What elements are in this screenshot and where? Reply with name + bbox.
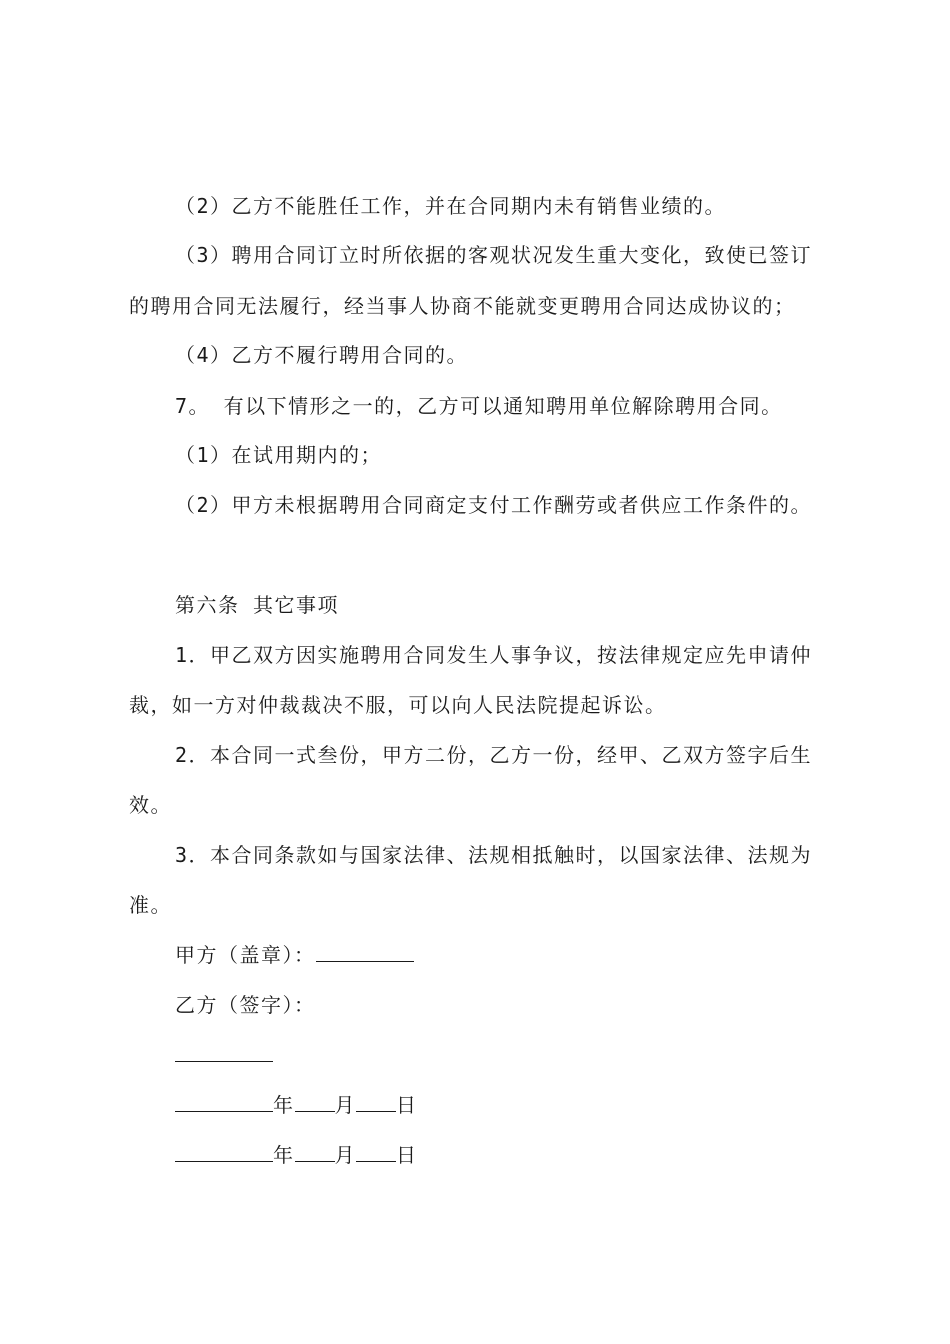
party-b-blank bbox=[175, 1041, 273, 1062]
month-blank bbox=[295, 1091, 335, 1112]
day-label: 日 bbox=[396, 1093, 418, 1117]
party-b-label: 乙方（签字）： bbox=[175, 993, 316, 1017]
party-a-signature-line bbox=[175, 941, 875, 969]
year-label: 年 bbox=[273, 1143, 295, 1167]
section-heading: 第六条 其它事项 bbox=[175, 593, 340, 617]
month-blank bbox=[295, 1141, 335, 1162]
clause-line: （4）乙方不履行聘用合同的。 bbox=[175, 343, 469, 367]
clause-line: （2）甲方未根据聘用合同商定支付工作酬劳或者供应工作条件的。 bbox=[175, 493, 813, 517]
clause-line: 1．甲乙双方因实施聘用合同发生人事争议，按法律规定应先申请仲 bbox=[175, 643, 813, 667]
year-blank bbox=[175, 1091, 273, 1112]
party-a-label: 甲方（盖章）： bbox=[175, 943, 316, 967]
clause-line: （3）聘用合同订立时所依据的客观状况发生重大变化，致使已签订 bbox=[175, 243, 813, 267]
month-label: 月 bbox=[334, 1143, 356, 1167]
clause-line: 裁，如一方对仲裁裁决不服，可以向人民法院提起诉讼。 bbox=[129, 693, 667, 717]
date-line-party-a bbox=[175, 1091, 875, 1119]
date-line-party-b bbox=[175, 1141, 875, 1169]
clause-line: 的聘用合同无法履行，经当事人协商不能就变更聘用合同达成协议的； bbox=[129, 294, 796, 318]
clause-line: （2）乙方不能胜任工作，并在合同期内未有销售业绩的。 bbox=[175, 194, 727, 218]
clause-line: 3．本合同条款如与国家法律、法规相抵触时，以国家法律、法规为 bbox=[175, 843, 813, 867]
day-label: 日 bbox=[396, 1143, 418, 1167]
year-label: 年 bbox=[273, 1093, 295, 1117]
party-b-blank-line bbox=[175, 1041, 875, 1069]
party-b-signature-line bbox=[175, 991, 875, 1019]
day-blank bbox=[356, 1091, 396, 1112]
year-blank bbox=[175, 1141, 273, 1162]
clause-line: 2．本合同一式叁份，甲方二份，乙方一份，经甲、乙双方签字后生 bbox=[175, 743, 813, 767]
clause-line: 效。 bbox=[129, 793, 172, 817]
day-blank bbox=[356, 1141, 396, 1162]
clause-line: 7。 有以下情形之一的，乙方可以通知聘用单位解除聘用合同。 bbox=[175, 394, 783, 418]
clause-line: （1）在试用期内的； bbox=[175, 443, 383, 467]
clause-line: 准。 bbox=[129, 893, 172, 917]
month-label: 月 bbox=[334, 1093, 356, 1117]
party-a-blank bbox=[316, 941, 414, 962]
